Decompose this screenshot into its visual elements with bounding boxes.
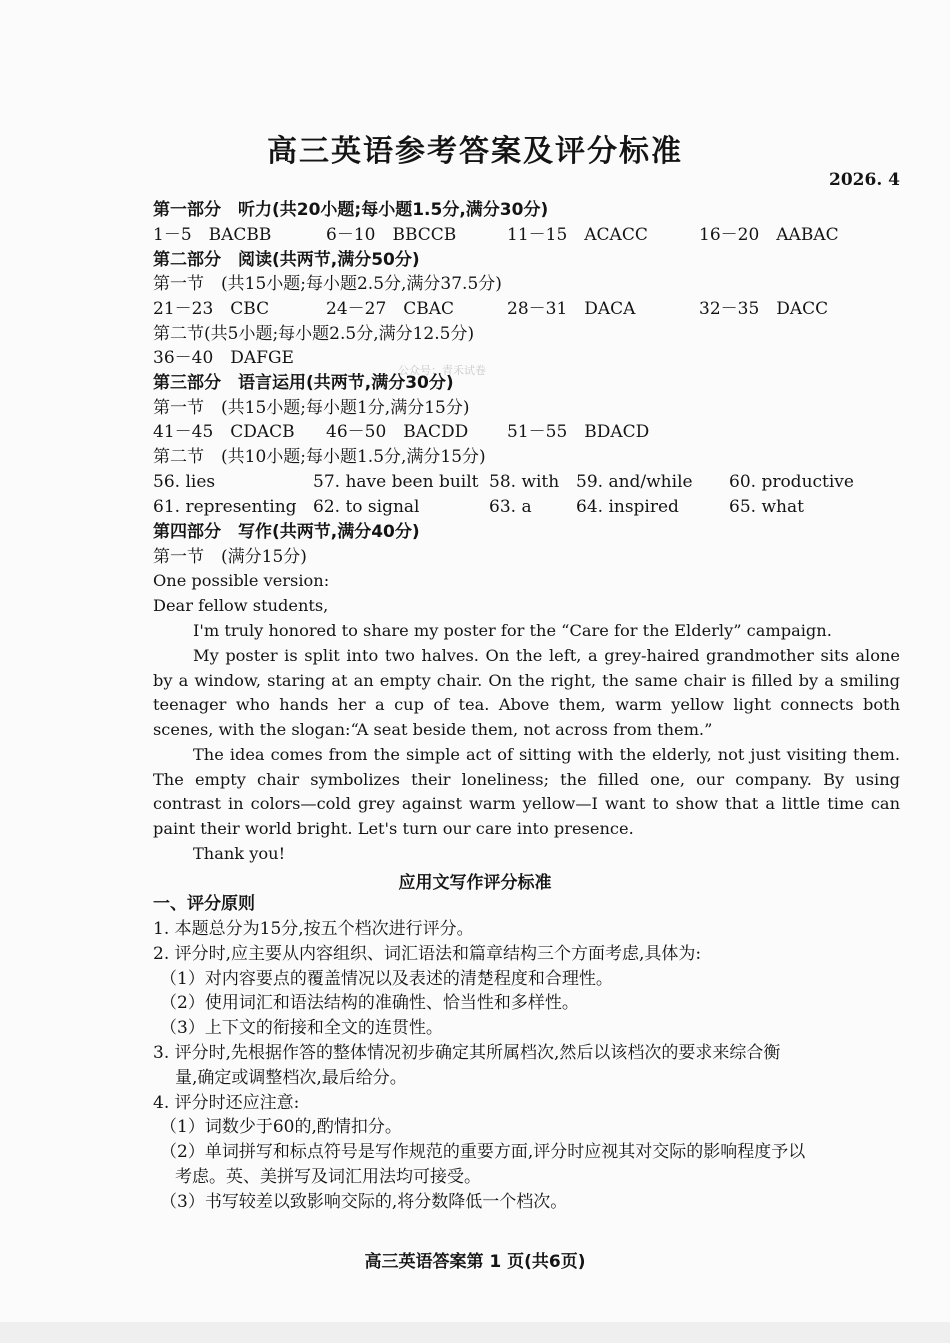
criteria-subitem: （2）使用词汇和语法结构的准确性、恰当性和多样性。: [160, 993, 579, 1013]
criteria-item: 1. 本题总分为15分,按五个档次进行评分。: [153, 919, 474, 939]
criteria-subitem: （1）词数少于60的,酌情扣分。: [160, 1117, 402, 1137]
part4-heading: 第四部分 写作(共两节,满分40分): [153, 522, 420, 542]
answer-group: 28－31 DACA: [507, 299, 636, 319]
essay-paragraph: My poster is split into two halves. On the left, a grey-haired grandmother sits alone by a window, staring at an empty chair. On the right, the same chair is filled by a smiling teenager who hands her a cup of tea. Above them, warm yellow light connects both scenes, with the slogan:“A seat beside them, not across from them.”: [153, 646, 900, 739]
part3-heading: 第三部分 语言运用(共两节,满分30分): [153, 373, 454, 393]
essay-paragraph: The idea comes from the simple act of sitting with the elderly, not just visiting them. The empty chair symbolizes their loneliness; the filled one, our company. By using contrast in colors—cold grey against warm yellow—I want to show that a little time can paint their world bright. Let's turn our care into presence.: [153, 745, 900, 838]
answer-group: 24－27 CBAC: [326, 299, 455, 319]
version-label: One possible version:: [153, 571, 330, 590]
answer-item: 61. representing: [153, 497, 297, 517]
criteria-item-cont: 量,确定或调整档次,最后给分。: [175, 1068, 407, 1088]
part4-sec1-heading: 第一节 (满分15分): [153, 547, 307, 567]
scan-edge: [0, 1322, 950, 1343]
criteria-subitem: （1）对内容要点的覆盖情况以及表述的清楚程度和合理性。: [160, 969, 613, 989]
answer-item: 64. inspired: [576, 497, 679, 517]
answer-group: 32－35 DACC: [699, 299, 829, 319]
answer-group: 36－40 DAFGE: [153, 348, 294, 368]
answer-item: 56. lies: [153, 472, 216, 492]
part2-sec1-heading: 第一节 (共15小题;每小题2.5分,满分37.5分): [153, 274, 502, 294]
answer-item: 65. what: [729, 497, 804, 517]
answer-group: 51－55 BDACD: [507, 422, 650, 442]
criteria-subitem: （3）书写较差以致影响交际的,将分数降低一个档次。: [160, 1192, 568, 1212]
criteria-subitem: （2）单词拼写和标点符号是写作规范的重要方面,评分时应视其对交际的影响程度予以: [160, 1142, 806, 1162]
criteria-item: 2. 评分时,应主要从内容组织、词汇语法和篇章结构三个方面考虑,具体为:: [153, 944, 702, 964]
watermark: 公众号：青禾试卷: [398, 364, 486, 377]
criteria-item: 4. 评分时还应注意:: [153, 1093, 300, 1113]
exam-date: 2026. 4: [829, 170, 900, 190]
answer-group: 16－20 AABAC: [699, 225, 839, 245]
answer-item: 62. to signal: [313, 497, 420, 517]
part2-sec2-heading: 第二节(共5小题;每小题2.5分,满分12.5分): [153, 324, 475, 344]
page-title: 高三英语参考答案及评分标准: [267, 134, 683, 169]
part3-sec1-heading: 第一节 (共15小题;每小题1分,满分15分): [153, 398, 470, 418]
answer-group: 6－10 BBCCB: [326, 225, 457, 245]
criteria-item: 3. 评分时,先根据作答的整体情况初步确定其所属档次,然后以该档次的要求来综合衡: [153, 1043, 781, 1063]
criteria-title: 应用文写作评分标准: [398, 873, 552, 893]
page-footer: 高三英语答案第 1 页(共6页): [364, 1252, 586, 1272]
answer-group: 21－23 CBC: [153, 299, 270, 319]
part3-sec2-heading: 第二节 (共10小题;每小题1.5分,满分15分): [153, 447, 486, 467]
answer-group: 1－5 BACBB: [153, 225, 272, 245]
answer-group: 11－15 ACACC: [507, 225, 648, 245]
answer-item: 58. with: [489, 472, 560, 492]
answer-item: 63. a: [489, 497, 532, 517]
essay-paragraph: I'm truly honored to share my poster for the “Care for the Elderly” campaign.: [193, 621, 832, 640]
answer-item: 57. have been built: [313, 472, 479, 492]
criteria-subitem: （3）上下文的衔接和全文的连贯性。: [160, 1018, 443, 1038]
principle-heading: 一、评分原则: [153, 894, 255, 914]
answer-group: 41－45 CDACB: [153, 422, 295, 442]
answer-item: 60. productive: [729, 472, 854, 492]
answer-group: 46－50 BACDD: [326, 422, 469, 442]
salutation: Dear fellow students,: [153, 596, 329, 615]
part2-heading: 第二部分 阅读(共两节,满分50分): [153, 250, 420, 270]
part1-heading: 第一部分 听力(共20小题;每小题1.5分,满分30分): [153, 200, 549, 220]
criteria-subitem-cont: 考虑。英、美拼写及词汇用法均可接受。: [175, 1167, 481, 1187]
answer-item: 59. and/while: [576, 472, 693, 492]
essay-closing: Thank you!: [193, 844, 286, 863]
